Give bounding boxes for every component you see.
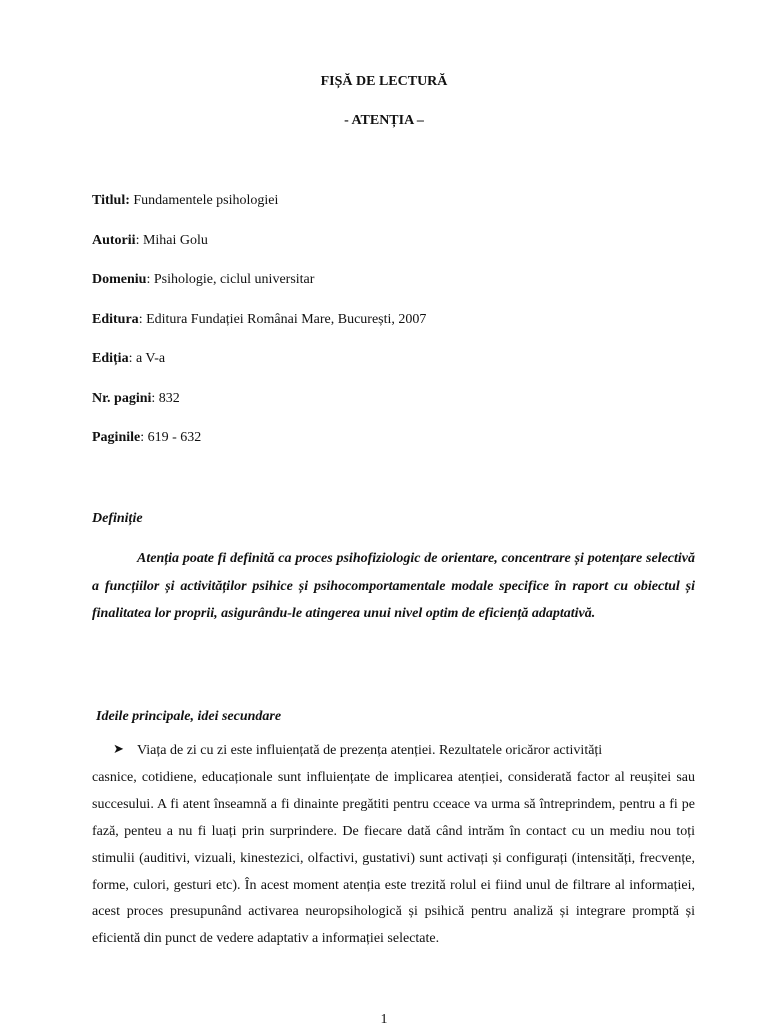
meta-value: Fundamentele psihologiei <box>129 193 279 208</box>
meta-value: : 619 - 632 <box>140 430 202 445</box>
meta-label: Titlul: <box>92 193 130 208</box>
meta-label: Nr. pagini <box>92 391 152 406</box>
meta-label: Editura <box>92 312 139 327</box>
ideas-continuation: casnice, cotidiene, educaționale sunt influiențate de implicarea atenției, considerată factor al reușitei sau succesului. A fi atent înseamnă a fi dinainte pregătiti pentru cceace va urma să întreprindem, pentru a fi pe fază, penteu a nu fi luați prin surprindere. De fiecare dată când intrăm în contact cu un mediu nou toți stimulii (auditivi, vizuali, kinestezici, olfactivi, gustativi) sunt activați și configurați (intensități, frecvențe, forme, culori, gesturi etc). În acest moment atenția este trezită rolul ei fiind unul de filtrare al informației, acest proces presupunând activarea neuropsihologică și psihică pentru analiză și integrare promptă și eficientă din punct de vedere adaptativ a informației selectate. <box>92 769 695 947</box>
definition-paragraph: Atenția poate fi definită ca proces psihofiziologic de orientare, concentrare și potențare selectivă a funcțiilor și activităților psihice și psihocomportamentale modale specifice în raport cu obiectul și finalitatea lor proprii, asigurându-le atingerea unui nivel optim de eficiență adaptativă. <box>92 551 695 621</box>
meta-row-publisher <box>92 312 426 328</box>
meta-value: : Mihai Golu <box>135 233 208 248</box>
meta-label: Ediția <box>92 351 129 366</box>
meta-label: Autorii <box>92 233 136 248</box>
meta-label: Paginile <box>92 430 141 445</box>
meta-row-authors <box>92 233 208 249</box>
meta-label: Domeniu <box>92 272 147 287</box>
meta-value: : Editura Fundației Românai Mare, București, 2007 <box>138 312 427 327</box>
arrow-bullet-icon: ➤ <box>113 741 124 756</box>
meta-row-domain <box>92 272 314 288</box>
document-subtitle: - ATENȚIA – <box>344 113 424 128</box>
meta-value: : Psihologie, ciclul universitar <box>146 272 315 287</box>
ideas-paragraph <box>92 738 695 953</box>
definition-heading: Definiție <box>92 511 143 526</box>
meta-row-edition <box>92 351 165 367</box>
meta-row-pages <box>92 430 201 446</box>
document-title: FIȘĂ DE LECTURĂ <box>320 74 448 89</box>
meta-value: : 832 <box>151 391 180 406</box>
meta-value: : a V-a <box>128 351 166 366</box>
page-number: 1 <box>380 1012 388 1027</box>
ideas-first-line: Viața de zi cu zi este influiențată de prezența atenției. Rezultatele oricăror activități <box>137 743 603 758</box>
meta-row-page-count <box>92 391 180 407</box>
meta-row-title <box>92 193 278 209</box>
ideas-heading: Ideile principale, idei secundare <box>96 709 282 724</box>
